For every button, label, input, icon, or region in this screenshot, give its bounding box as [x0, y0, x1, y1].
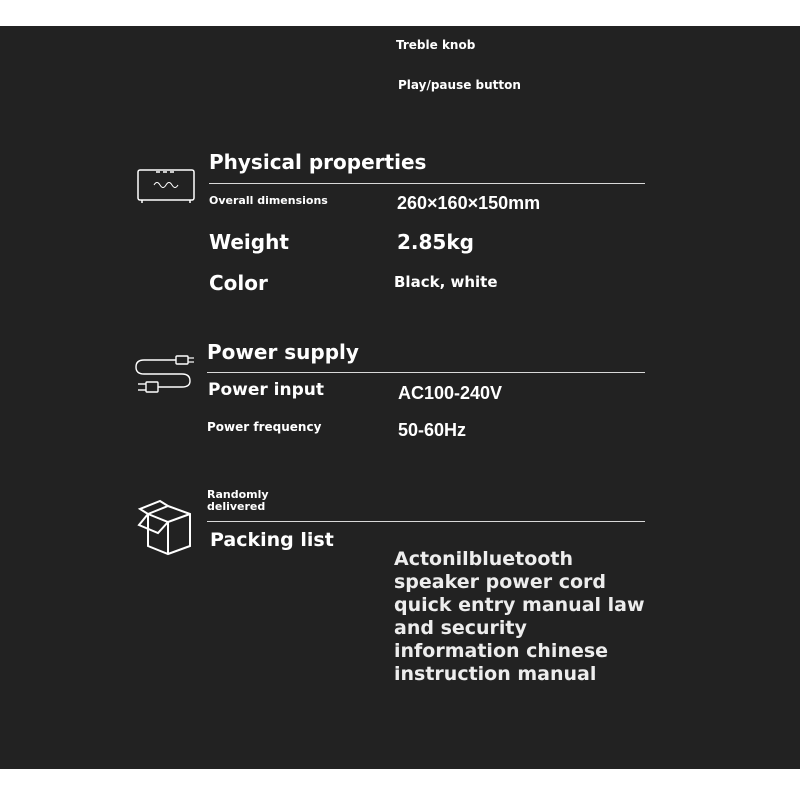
power-cord-icon — [130, 352, 200, 394]
speaker-icon — [134, 166, 198, 206]
power-frequency-value: 50-60Hz — [398, 420, 467, 440]
color-value: Black, white — [394, 273, 498, 291]
physical-divider — [209, 183, 645, 184]
random-delivery-note: Randomly delivered — [207, 488, 269, 513]
dimensions-label: Overall dimensions — [209, 194, 328, 207]
weight-value: 2.85kg — [397, 230, 474, 254]
play-pause-label: Play/pause button — [398, 78, 521, 92]
packing-contents: Actonilbluetooth speaker power cord quick entry manual law and security information chinese instruction manual — [394, 548, 645, 685]
box-icon — [136, 498, 196, 556]
packing-heading: Packing list — [210, 529, 334, 551]
power-input-label: Power input — [208, 380, 325, 400]
power-heading: Power supply — [207, 340, 359, 364]
weight-label: Weight — [209, 230, 289, 254]
power-input-value: AC100-240V — [398, 383, 503, 403]
physical-heading: Physical properties — [209, 150, 427, 174]
color-label: Color — [209, 271, 268, 295]
treble-knob-label: Treble knob — [396, 38, 476, 52]
dimensions-value: 260×160×150mm — [397, 193, 541, 213]
power-frequency-label: Power frequency — [207, 420, 322, 434]
power-divider — [207, 372, 645, 373]
packing-divider — [207, 521, 645, 522]
